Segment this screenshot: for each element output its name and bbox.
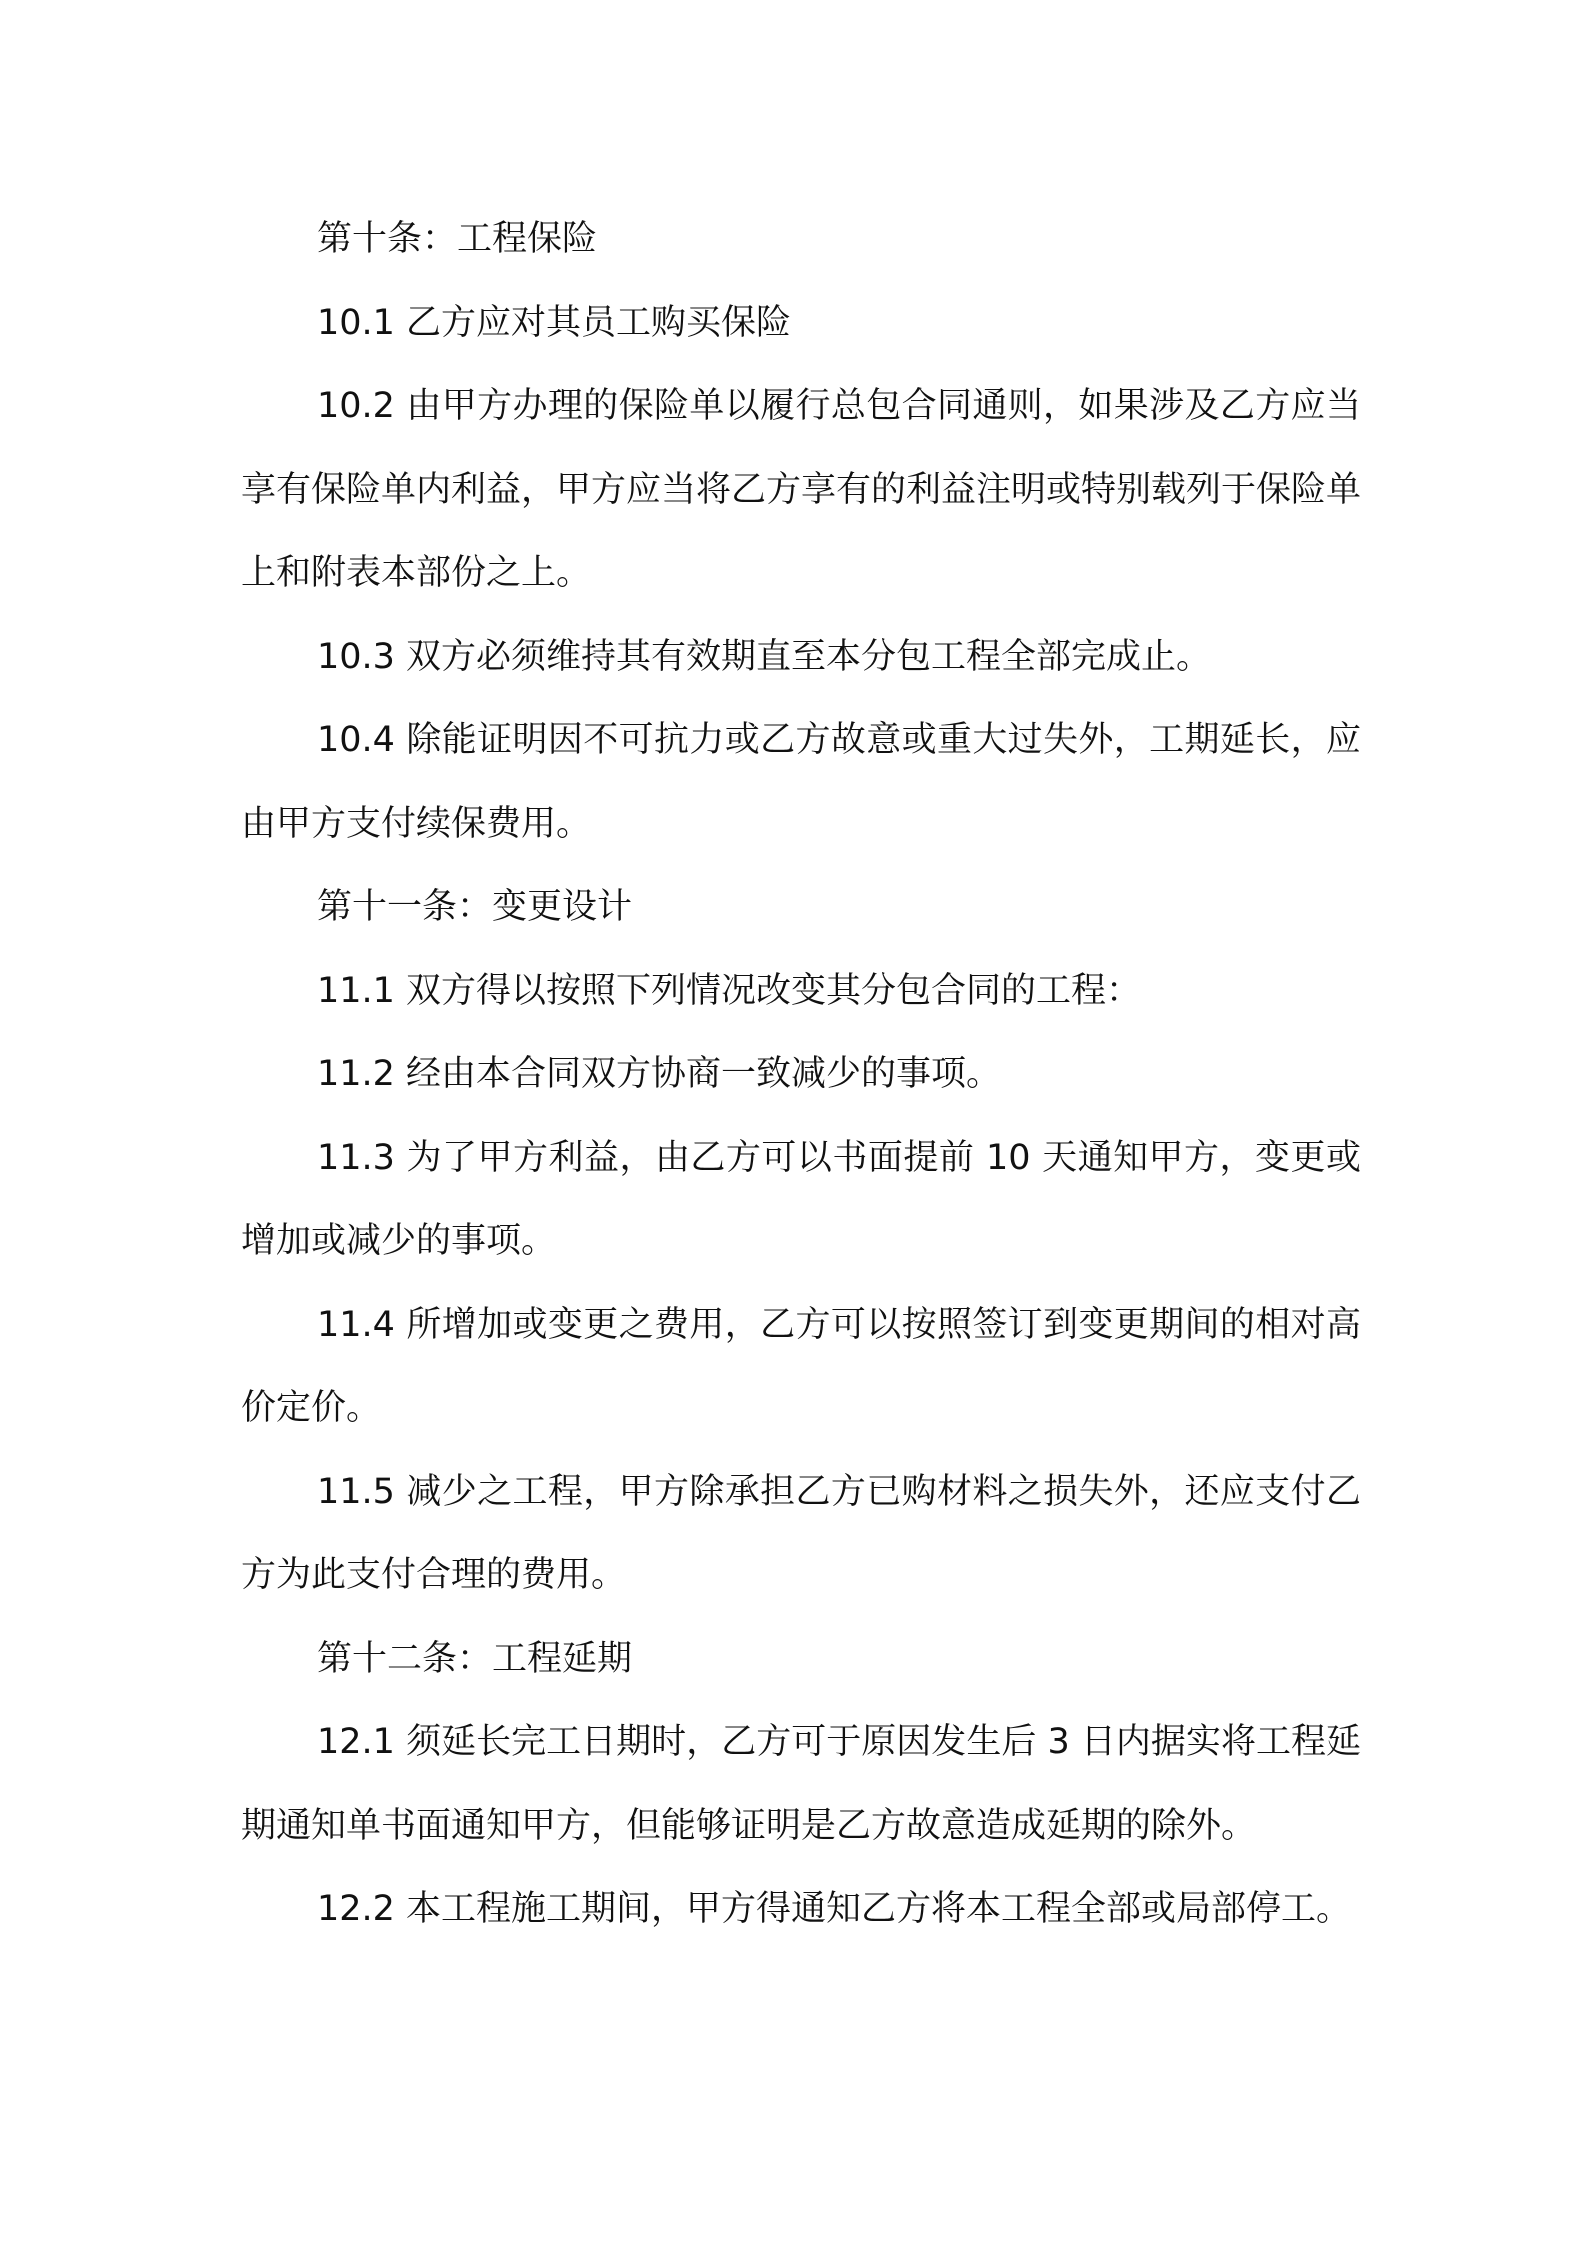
clause-10-1: 10.1 乙方应对其员工购买保险	[317, 302, 792, 343]
clause-11-2: 11.2 经由本合同双方协商一致减少的事项。	[317, 1054, 1002, 1094]
clause-10-4: 10.4 除能证明因不可抗力或乙方故意或重大过失外，工期延长，应由甲方支付续保费用。	[241, 720, 1361, 844]
clause-10-3: 10.3 双方必须维持其有效期直至本分包工程全部完成止。	[317, 636, 1212, 677]
clause-11-1: 11.1 双方得以按照下列情况改变其分包合同的工程：	[317, 970, 1142, 1011]
clause-10-2: 10.2 由甲方办理的保险单以履行总包合同通则，如果涉及乙方应当享有保险单内利益，甲方应当将乙方享有的利益注明或特别载列于保险单上和附表本部份之上。	[241, 386, 1362, 593]
document-body	[241, 198, 1361, 1952]
clause-12-1: 12.1 须延长完工日期时，乙方可于原因发生后 3 日内据实将工程延期通知单书面通知甲方，但能够证明是乙方故意造成延期的除外。	[241, 1722, 1361, 1846]
article-heading-10: 第十条：工程保险	[317, 219, 598, 259]
clause-11-3: 11.3 为了甲方利益，由乙方可以书面提前 10 天通知甲方，变更或增加或减少的事项。	[241, 1137, 1361, 1261]
clause-12-2: 12.2 本工程施工期间，甲方得通知乙方将本工程全部或局部停工。	[317, 1889, 1352, 1929]
article-heading-11: 第十一条：变更设计	[317, 887, 633, 927]
article-heading-12: 第十二条：工程延期	[317, 1638, 633, 1679]
clause-11-5: 11.5 减少之工程，甲方除承担乙方已购材料之损失外，还应支付乙方为此支付合理的费用。	[241, 1471, 1361, 1595]
clause-11-4: 11.4 所增加或变更之费用，乙方可以按照签订到变更期间的相对高价定价。	[241, 1304, 1361, 1428]
